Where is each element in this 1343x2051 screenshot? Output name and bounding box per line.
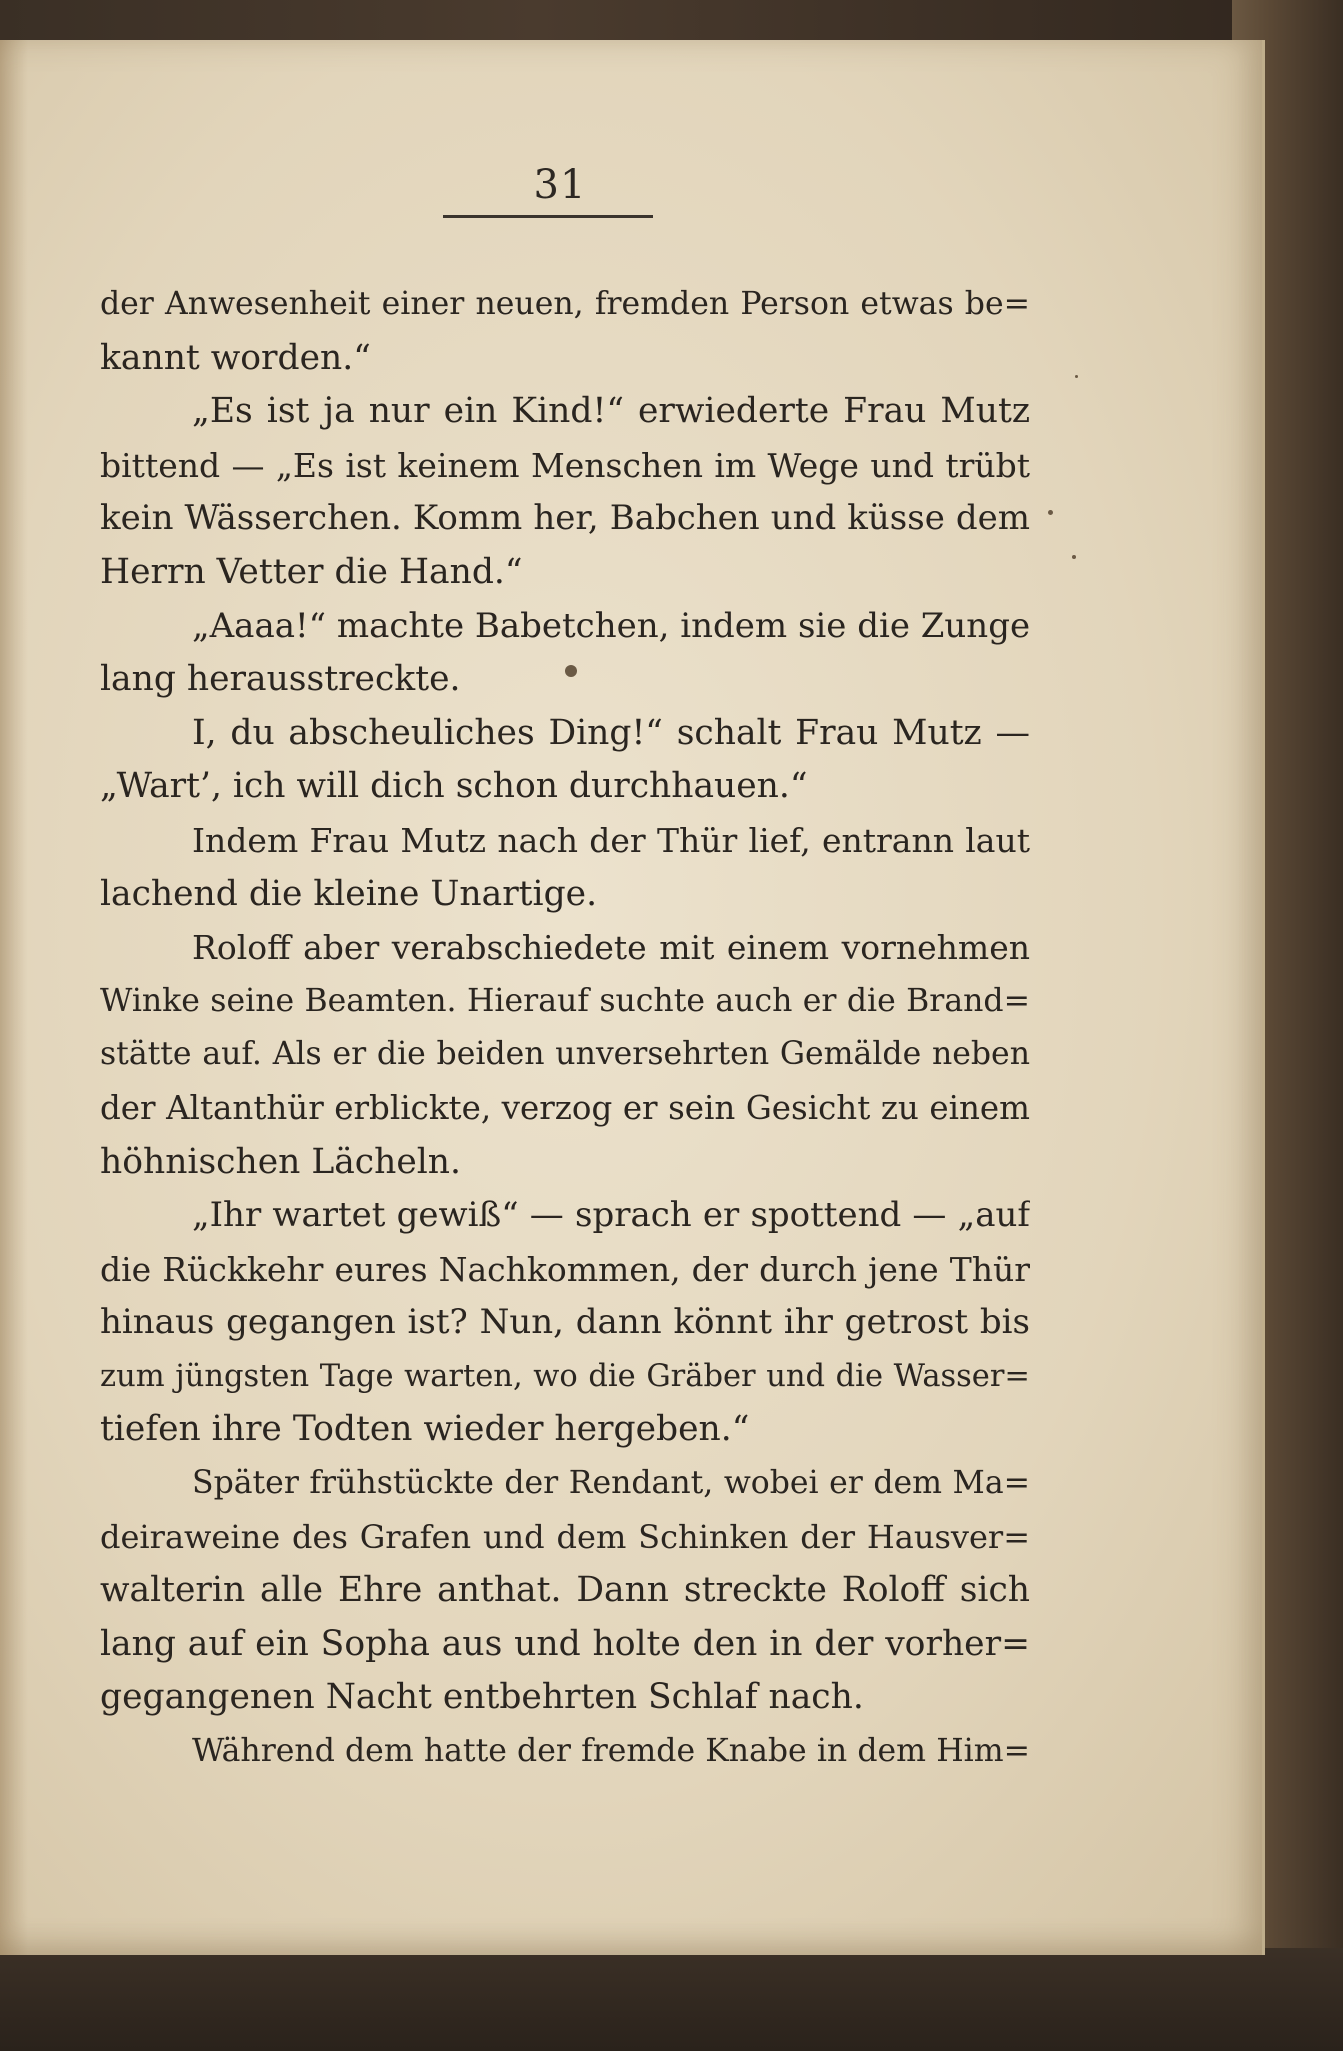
text-line: „Wart’, ich will dich schon durchhauen.“	[100, 766, 808, 807]
text-line: lachend die kleine Unartige.	[100, 873, 598, 914]
text-line: „Ihr wartet gewiß“ — sprach er spottend — „auf	[192, 1195, 1030, 1236]
text-line: lang auf ein Sopha aus und holte den in der vorher=	[100, 1623, 1030, 1664]
text-line: die Rückkehr eures Nachkommen, der durch jene Thür	[100, 1249, 1030, 1289]
text-line: Später frühstückte der Rendant, wobei er dem Ma=	[192, 1465, 1030, 1502]
paper-speck	[565, 665, 577, 677]
paper-speck	[1072, 555, 1076, 559]
text-line: höhnischen Lächeln.	[100, 1141, 461, 1182]
text-line: deiraweine des Grafen und dem Schinken der Hausver=	[100, 1517, 1030, 1556]
text-line: „Es ist ja nur ein Kind!“ erwiederte Frau Mutz	[192, 391, 1030, 432]
page-number: 31	[533, 162, 587, 208]
text-line: I, du abscheuliches Ding!“ schalt Frau Mutz —	[192, 712, 1030, 753]
text-line: stätte auf. Als er die beiden unversehrten Gemälde neben	[100, 1036, 1030, 1073]
text-line: Roloff aber verabschiedete mit einem vornehmen	[192, 928, 1030, 968]
header-rule	[443, 215, 653, 218]
text-line: tiefen ihre Todten wieder hergeben.“	[100, 1409, 750, 1450]
text-line: gegangenen Nacht entbehrten Schlaf nach.	[100, 1677, 864, 1718]
text-line: hinaus gegangen ist? Nun, dann könnt ihr getrost bis	[100, 1302, 1030, 1343]
text-line: zum jüngsten Tage warten, wo die Gräber und die Wasser=	[100, 1358, 1030, 1394]
text-line: der Altanthür erblickte, verzog er sein Gesicht zu einem	[100, 1088, 1030, 1127]
text-line: Herrn Vetter die Hand.“	[100, 551, 523, 592]
book-page	[0, 40, 1265, 1955]
text-line: walterin alle Ehre anthat. Dann streckte Roloff sich	[100, 1570, 1030, 1611]
text-line: Winke seine Beamten. Hierauf suchte auch er die Brand=	[100, 982, 1030, 1019]
book-cover-bottom	[0, 1948, 1343, 2051]
text-line: bittend — „Es ist keinem Menschen im Wege und trübt	[100, 445, 1030, 485]
text-line: der Anwesenheit einer neuen, fremden Person etwas be=	[100, 286, 1030, 322]
text-line: kannt worden.“	[100, 337, 371, 378]
text-line: Während dem hatte der fremde Knabe in dem Him=	[192, 1733, 1030, 1770]
text-line: Indem Frau Mutz nach der Thür lief, entrann laut	[192, 820, 1030, 860]
paper-speck	[1048, 510, 1053, 515]
page-gutter-shadow	[0, 40, 28, 1955]
paper-speck	[1075, 375, 1078, 378]
text-line: „Aaaa!“ machte Babetchen, indem sie die Zunge	[192, 605, 1030, 646]
text-line: kein Wässerchen. Komm her, Babchen und küsse dem	[100, 498, 1030, 539]
body-text	[100, 278, 1030, 1779]
text-line: lang herausstreckte.	[100, 659, 461, 700]
